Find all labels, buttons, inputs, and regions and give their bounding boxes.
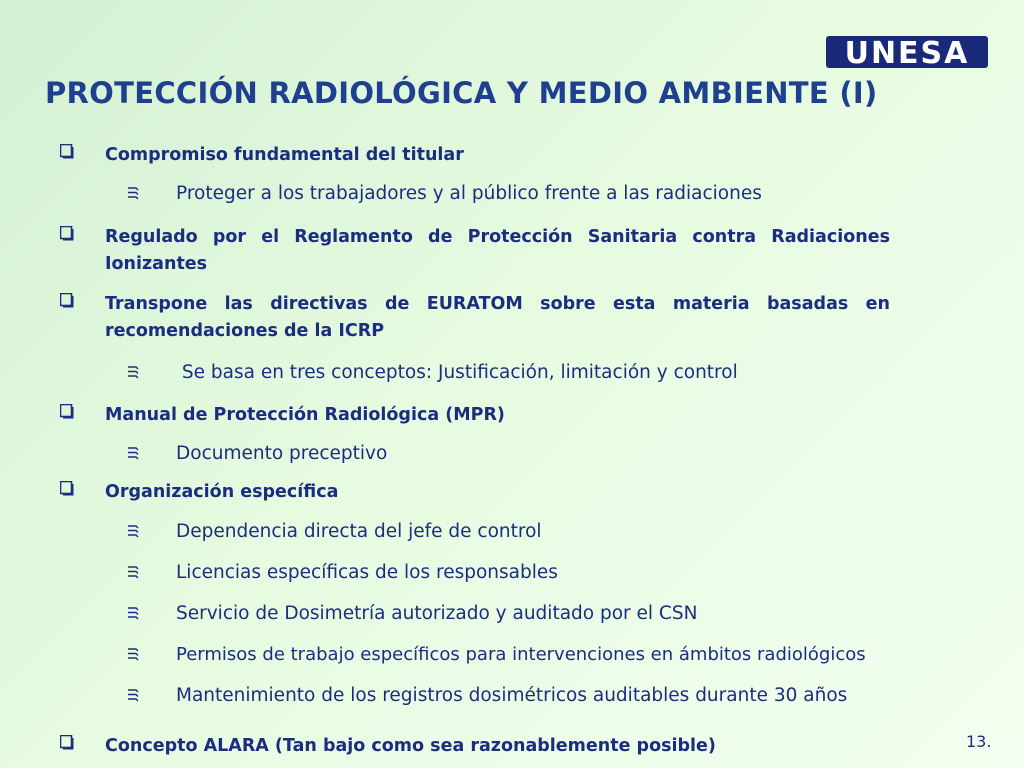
svg-text:UNESA: UNESA <box>844 36 970 70</box>
stacked-lines-icon <box>126 446 140 460</box>
sub-bullet-text: Servicio de Dosimetría autorizado y auditado por el CSN <box>176 603 698 624</box>
bullet-text: Regulado por el Reglamento de Protección Sanitaria contra Radiaciones Ionizantes <box>105 227 890 274</box>
sub-bullet-text: Documento preceptivo <box>176 443 388 464</box>
bullet-text: Manual de Protección Radiológica (MPR) <box>105 405 505 425</box>
checkbox-square-icon <box>60 735 74 750</box>
sub-bullet-text: Permisos de trabajo específicos para intervenciones en ámbitos radiológicos <box>176 644 866 665</box>
sub-bullet-text: Mantenimiento de los registros dosimétricos auditables durante 30 años <box>176 685 848 706</box>
stacked-lines-icon <box>126 186 140 200</box>
stacked-lines-icon <box>126 647 140 661</box>
sub-bullet-text: Proteger a los trabajadores y al público frente a las radiaciones <box>176 183 762 204</box>
checkbox-square-icon <box>60 144 74 159</box>
bullet-text: Compromiso fundamental del titular <box>105 145 464 165</box>
checkbox-square-icon <box>60 226 74 241</box>
unesa-logo <box>826 34 988 70</box>
bullet-text: Transpone las directivas de EURATOM sobre esta materia basadas en recomendaciones de la ICRP <box>105 294 890 341</box>
sub-bullet-text: Dependencia directa del jefe de control <box>176 521 542 542</box>
bullet-text: Organización específica <box>105 482 339 502</box>
stacked-lines-icon <box>126 365 140 379</box>
stacked-lines-icon <box>126 606 140 620</box>
checkbox-square-icon <box>60 293 74 308</box>
checkbox-square-icon <box>60 481 74 496</box>
bullet-text: Concepto ALARA (Tan bajo como sea razonablemente posible) <box>105 736 716 756</box>
sub-bullet-text: Se basa en tres conceptos: Justificación, limitación y control <box>176 362 738 383</box>
sub-bullet-text: Licencias específicas de los responsables <box>176 562 558 583</box>
stacked-lines-icon <box>126 688 140 702</box>
stacked-lines-icon <box>126 565 140 579</box>
slide-title: PROTECCIÓN RADIOLÓGICA Y MEDIO AMBIENTE (I) <box>45 76 878 110</box>
page-number: 13. <box>966 732 992 751</box>
checkbox-square-icon <box>60 404 74 419</box>
stacked-lines-icon <box>126 524 140 538</box>
